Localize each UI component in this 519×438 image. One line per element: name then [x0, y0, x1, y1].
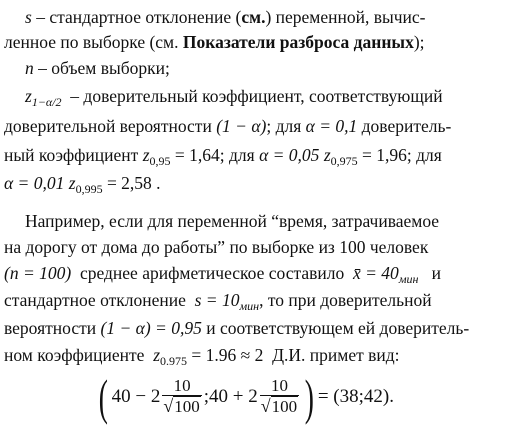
- formula-left-a: 40 − 2: [111, 386, 161, 407]
- n-symbol: n: [25, 58, 34, 78]
- line4-a: доверительной вероятности: [4, 116, 212, 136]
- s-line2-a: ленное по выборке (см.: [4, 32, 183, 52]
- fraction-1-denominator: [162, 395, 201, 417]
- fraction-1-radicand: 100: [174, 397, 200, 416]
- example-l1: Например, если для переменной “время, затрачиваемое: [25, 211, 440, 231]
- example-l3-x: x̄ = 40: [352, 263, 399, 283]
- example-l3-a: среднее арифметическое составило: [79, 263, 345, 283]
- line5-alpha: α = 0,05: [259, 145, 320, 165]
- example-l6-a: ном коэффициенте: [4, 345, 145, 365]
- formula-open-paren: (: [98, 369, 108, 425]
- example-l4-a: стандартное отклонение: [4, 290, 186, 310]
- z-text: – доверительный коэффициент, соответствующий: [70, 86, 443, 106]
- line5-z1: z: [142, 145, 150, 165]
- line4-expr: (1 − α): [216, 116, 267, 136]
- line6-alpha: α = 0,01: [4, 173, 65, 193]
- example-line-1: [25, 210, 439, 232]
- example-l6-b: Д.И. примет вид:: [272, 345, 400, 365]
- example-l6-z-sub: 0.975: [160, 354, 187, 368]
- fraction-2-denominator: [260, 395, 299, 417]
- def-s-line: [25, 6, 426, 28]
- line5-z2-sub: 0,975: [330, 154, 358, 168]
- formula-close-paren: ): [304, 369, 315, 425]
- def-line-4: [4, 115, 451, 137]
- s-text-2: ) переменной, вычис-: [265, 7, 426, 27]
- example-l4-s-sub: мин: [239, 299, 260, 313]
- s-unit: см.: [241, 7, 266, 27]
- example-l5-a: вероятности: [4, 318, 97, 338]
- example-line-5: [4, 317, 469, 339]
- s-line2-b: );: [413, 32, 425, 52]
- example-l5-expr: (1 − α) = 0,95: [100, 318, 202, 338]
- example-l6-z: z: [153, 345, 160, 365]
- line4-alpha: α = 0,1: [305, 116, 358, 136]
- example-l2: на дорогу от дома до работы” по выборке из 100 человек: [4, 237, 429, 257]
- def-s-line-2: [4, 31, 425, 53]
- def-z-line: [25, 85, 443, 113]
- example-l5-b: и соответствующем ей доверитель-: [206, 318, 470, 338]
- example-l6-v: = 1.96 ≈ 2: [191, 345, 264, 365]
- line5-v2: = 1,96: [362, 145, 407, 165]
- z-subscript: 1−α/2: [31, 95, 62, 109]
- s-symbol: s: [25, 7, 32, 27]
- fraction-2-radicand: 100: [271, 397, 298, 416]
- formula-fraction-2: [260, 377, 299, 417]
- fraction-1-numerator: 10: [173, 376, 191, 395]
- example-l4-s: s = 10: [194, 290, 240, 310]
- sqrt-icon: √: [163, 396, 174, 416]
- line5-z2: z: [323, 145, 331, 165]
- sqrt-icon: √: [260, 396, 271, 416]
- line5-c: ; для: [406, 145, 442, 165]
- line5-a: ный коэффициент: [4, 145, 139, 165]
- def-line-5: [4, 144, 442, 172]
- example-l3-n: (n = 100): [4, 263, 72, 283]
- fraction-2-numerator: 10: [270, 376, 288, 395]
- example-l3-b: и: [431, 263, 441, 283]
- z-symbol: z: [25, 86, 32, 106]
- line4-b: ; для: [266, 116, 302, 136]
- def-n-line: [25, 57, 170, 79]
- line6-v: = 2,58 .: [106, 173, 161, 193]
- formula-result: = (38;42).: [317, 386, 394, 407]
- line6-z-sub: 0,995: [75, 182, 103, 196]
- line5-z1-sub: 0,95: [149, 154, 171, 168]
- line6-z: z: [68, 173, 76, 193]
- line5-b: ; для: [219, 145, 255, 165]
- example-line-3: [4, 262, 441, 290]
- formula-fraction-1: [162, 377, 201, 417]
- s-line2-ref: Показатели разброса данных: [182, 32, 414, 52]
- line4-c: доверитель-: [361, 116, 452, 136]
- formula-separator: ;40 + 2: [203, 386, 258, 407]
- line5-v1: = 1,64: [174, 145, 220, 165]
- s-text-1: – стандартное отклонение (: [36, 7, 242, 27]
- example-l4-b: , то при доверительной: [259, 290, 432, 310]
- confidence-interval-formula: [95, 368, 394, 426]
- n-text: – объем выборки;: [38, 58, 170, 78]
- def-line-6: [4, 172, 161, 200]
- example-line-2: [4, 236, 428, 258]
- example-line-4: [4, 289, 432, 317]
- example-l3-x-sub: мин: [398, 272, 419, 286]
